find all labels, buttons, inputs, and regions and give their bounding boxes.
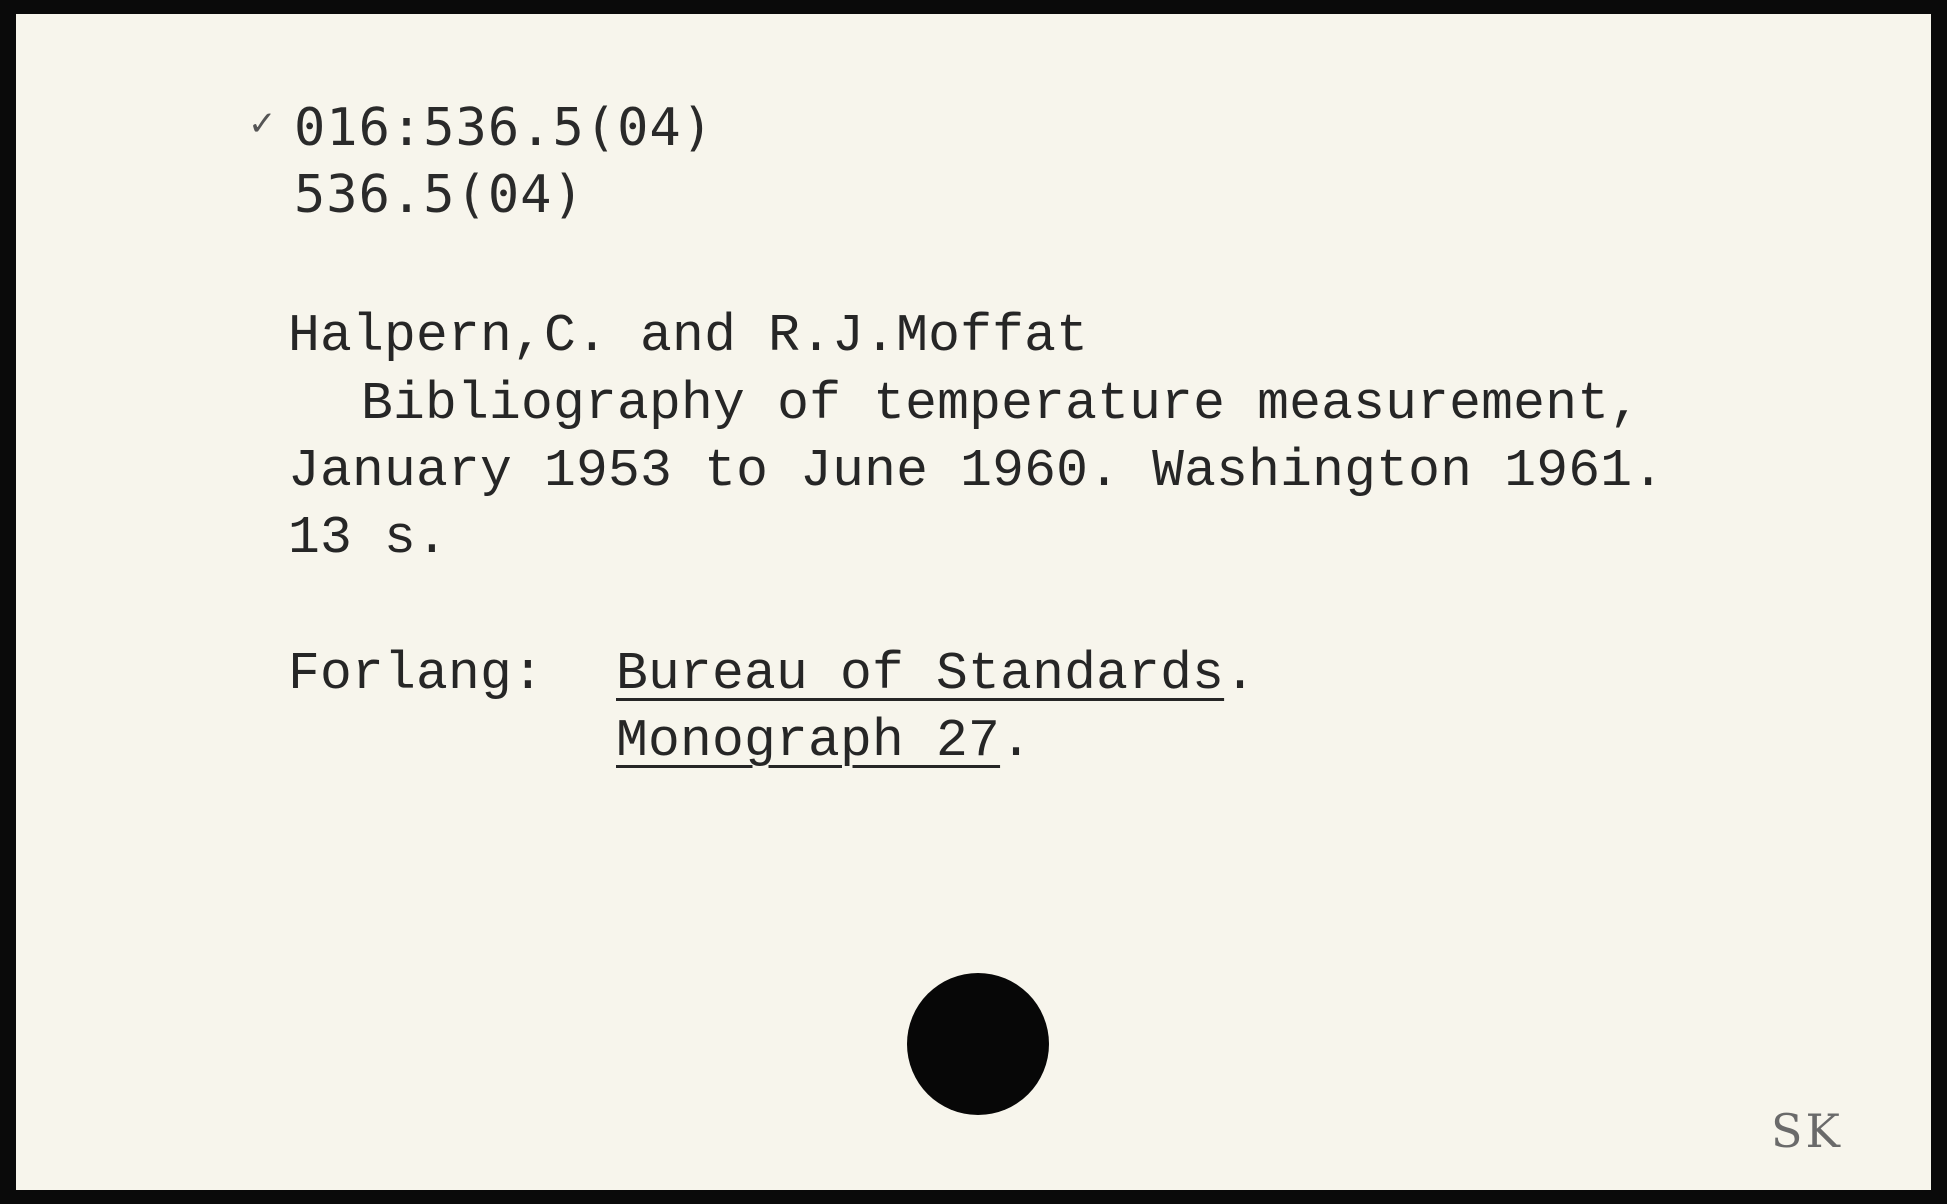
series-line-2 bbox=[616, 711, 1033, 771]
cataloger-initials: SK bbox=[1771, 1104, 1843, 1158]
punch-hole bbox=[907, 973, 1049, 1115]
call-number-primary: 016:536.5(04) bbox=[294, 98, 714, 158]
series-name: Bureau of Standards bbox=[616, 644, 1225, 704]
catalog-card bbox=[16, 14, 1931, 1190]
call-number-secondary: 536.5(04) bbox=[294, 165, 585, 225]
check-mark: ✓ bbox=[248, 104, 277, 144]
series-line-1 bbox=[616, 644, 1257, 704]
series-line-2-period: . bbox=[1000, 711, 1033, 771]
series-line-1-period: . bbox=[1224, 644, 1257, 704]
title-line-2: January 1953 to June 1960. Washington 1961. bbox=[288, 441, 1665, 501]
pages-line: 13 s. bbox=[288, 508, 449, 568]
title-line-1: Bibliography of temperature measurement, bbox=[361, 374, 1642, 434]
author-line: Halpern,C. and R.J.Moffat bbox=[288, 306, 1089, 366]
series-number: Monograph 27 bbox=[616, 711, 1001, 771]
series-label: Forlang: bbox=[288, 644, 545, 704]
